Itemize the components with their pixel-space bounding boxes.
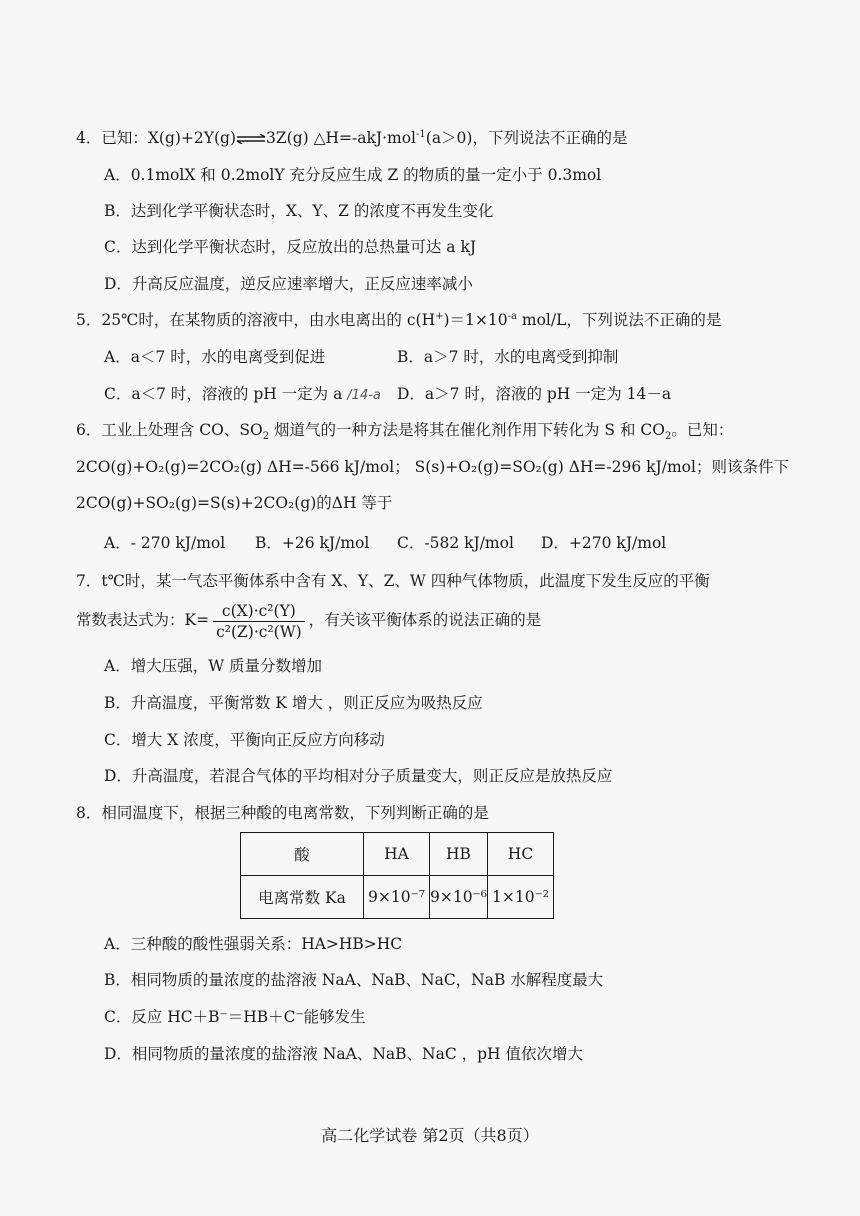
q5-option-d: D．a＞7 时，溶液的 pH 一定为 14－a — [397, 385, 672, 403]
table-header-row — [241, 833, 554, 876]
table-header-acid: 酸 — [241, 833, 364, 876]
q5-option-b: B．a＞7 时，水的电离受到抑制 — [397, 348, 619, 366]
table-cell-ha: 9×10⁻⁷ — [364, 876, 430, 919]
table-cell-hc: 1×10⁻² — [488, 876, 554, 919]
page-footer: 高二化学试卷 第2页（共8页） — [321, 1126, 539, 1145]
q8-option-b: B．相同物质的量浓度的盐溶液 NaA、NaB、NaC，NaB 水解程度最大 — [104, 971, 604, 989]
ionization-constant-table — [240, 832, 554, 919]
q4-option-b: B．达到化学平衡状态时，X、Y、Z 的浓度不再发生变化 — [104, 202, 494, 220]
q8-option-c: C．反应 HC＋B⁻＝HB＋C⁻能够发生 — [104, 1008, 366, 1026]
q4-option-a: A．0.1molX 和 0.2molY 充分反应生成 Z 的物质的量一定小于 0.3mol — [104, 166, 602, 184]
q7-option-a: A．增大压强，W 质量分数增加 — [104, 657, 323, 675]
q7-stem-line1: 7．t℃时，某一气态平衡体系中含有 X、Y、Z、W 四种气体物质，此温度下发生反应的平衡 — [76, 572, 710, 590]
q6-option-a: A．- 270 kJ/mol — [104, 534, 226, 552]
q5-option-c: C．a＜7 时，溶液的 pH 一定为 a /14-a — [104, 385, 381, 403]
q4-option-d: D．升高反应温度，逆反应速率增大，正反应速率减小 — [104, 275, 473, 293]
q4-option-c: C．达到化学平衡状态时，反应放出的总热量可达 a kJ — [104, 238, 477, 256]
q8-option-d: D．相同物质的量浓度的盐溶液 NaA、NaB、NaC ，pH 值依次增大 — [104, 1045, 584, 1063]
q8-option-a: A．三种酸的酸性强弱关系：HA>HB>HC — [104, 935, 403, 953]
q5-option-a: A．a＜7 时，水的电离受到促进 — [104, 348, 326, 366]
q6-option-c: C．-582 kJ/mol — [397, 534, 514, 552]
q6-stem-line3: 2CO(g)+SO₂(g)=S(s)+2CO₂(g)的ΔH 等于 — [76, 494, 393, 512]
q4-stem: 4．已知：X(g)+2Y(g) 3Z(g) △H=-akJ·mol$^{-1}$(a＞0)，下列说法不正确的是 — [76, 128, 628, 147]
q7-option-b: B．升高温度，平衡常数 K 增大 ，则正反应为吸热反应 — [104, 694, 483, 712]
q7-option-c: C．增大 X 浓度，平衡向正反应方向移动 — [104, 731, 385, 749]
fraction-numerator: c(X)·c²(Y) — [213, 601, 305, 622]
q6-option-d: D．+270 kJ/mol — [541, 534, 667, 552]
equilibrium-arrow-icon — [236, 134, 266, 144]
q8-stem: 8．相同温度下，根据三种酸的电离常数，下列判断正确的是 — [76, 804, 489, 822]
q6-stem-line2: 2CO(g)+O₂(g)=2CO₂(g) ΔH=-566 kJ/mol； S(s)+O₂(g)=SO₂(g) ΔH=-296 kJ/mol；则该条件下 — [76, 458, 789, 476]
fraction-denominator: c²(Z)·c²(W) — [216, 622, 302, 641]
table-row-label: 电离常数 Ka — [241, 876, 364, 919]
table-header-hb: HB — [430, 833, 488, 876]
q7-stem-line2: 常数表达式为：K= $\frac{\text{c(X)·c²(Y)}}{\text{c²(Z)·c²(W)}}$ ，有关该平衡体系的说法正确的是 — [76, 601, 542, 641]
equilibrium-constant-fraction — [213, 601, 305, 642]
table-row-ka — [241, 876, 554, 919]
table-cell-hb: 9×10⁻⁶ — [430, 876, 488, 919]
q5-stem: 5．25℃时，在某物质的溶液中，由水电离出的 $c(H^+)=1\times 10^{-a}$ mol/L，下列说法不正确的是 — [76, 310, 722, 329]
q6-stem-line1: 6．工业上处理含 CO、$SO_2$ 烟道气的一种方法是将其在催化剂作用下转化为 S 和 $CO_2$。已知： — [76, 421, 734, 443]
q6-option-b: B．+26 kJ/mol — [255, 534, 370, 552]
table-header-ha: HA — [364, 833, 430, 876]
q7-option-d: D．升高温度，若混合气体的平均相对分子质量变大，则正反应是放热反应 — [104, 767, 613, 785]
handwritten-note: /14-a — [347, 388, 381, 403]
table-header-hc: HC — [488, 833, 554, 876]
